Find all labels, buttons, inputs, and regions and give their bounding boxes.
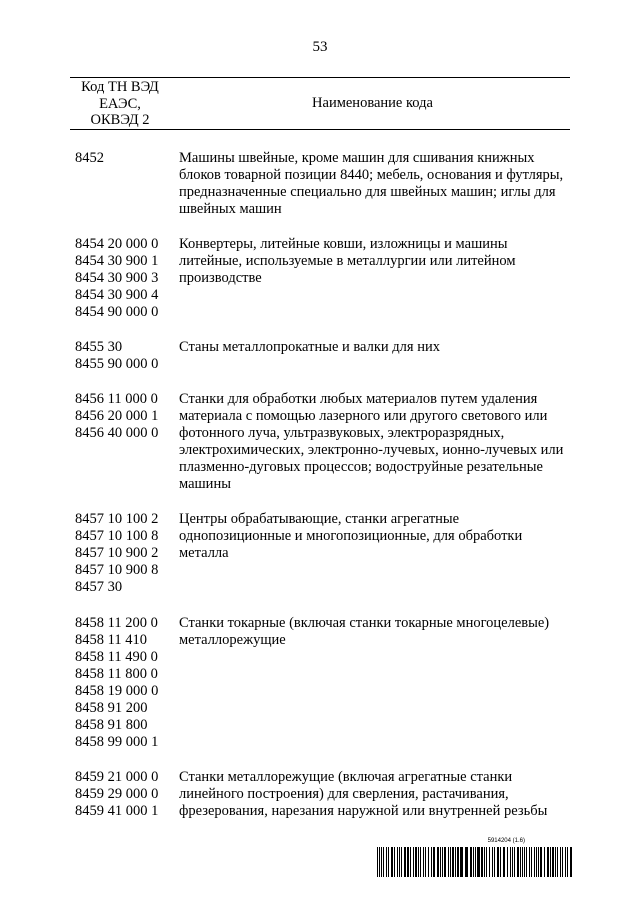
- row-description: Станки металлорежущие (включая агрегатные станки линейного построения) для сверления, растачивания, фрезерования, нарезания наружной или внутренней резьбы: [179, 769, 548, 819]
- code: 8455 30: [75, 339, 123, 355]
- row-codes: [75, 615, 180, 751]
- code: 8454 20 000 0: [75, 236, 159, 252]
- barcode-icon: [377, 847, 575, 877]
- code: 8458 19 000 0: [75, 683, 159, 699]
- code: 8457 10 900 8: [75, 562, 159, 578]
- code: 8454 30 900 1: [75, 253, 159, 269]
- code: 8457 30: [75, 579, 123, 595]
- code: 8459 41 000 1: [75, 803, 159, 819]
- row-description: Конвертеры, литейные ковши, изложницы и машины литейные, используемые в металлургии или литейном производстве: [179, 236, 516, 286]
- row-description: Центры обрабатывающие, станки агрегатные однопозиционные и многопозиционные, для обработки металла: [179, 511, 523, 561]
- row-codes: [75, 236, 180, 321]
- code: 8458 91 200: [75, 700, 148, 716]
- code: 8452: [75, 150, 104, 166]
- row-description: Станки токарные (включая станки токарные многоцелевые) металлорежущие: [179, 615, 550, 648]
- table-top-rule: [70, 77, 570, 78]
- row-codes: [75, 769, 180, 820]
- header-code-column: [70, 79, 170, 129]
- code: 8458 91 800: [75, 717, 148, 733]
- header-code-line: Код ТН ВЭД: [81, 79, 159, 95]
- code: 8458 11 410: [75, 632, 147, 648]
- row-codes: [75, 511, 180, 596]
- row-description: Станы металлопрокатные и валки для них: [179, 339, 440, 355]
- code: 8458 11 800 0: [75, 666, 158, 682]
- barcode-caption: 5914204 (1.6): [487, 838, 525, 844]
- code: 8459 29 000 0: [75, 786, 159, 802]
- barcode: [377, 838, 575, 882]
- code: 8454 30 900 4: [75, 287, 159, 303]
- header-code-line: ЕАЭС,: [99, 95, 141, 112]
- header-name-column: Наименование кода: [312, 95, 433, 111]
- code: 8458 99 000 1: [75, 734, 159, 750]
- code: 8458 11 200 0: [75, 615, 158, 631]
- table-header-rule: [70, 129, 570, 130]
- row-description: Станки для обработки любых материалов путем удаления материала с помощью лазерного или другого светового или фотонного луча, ультразвуковых, электроразрядных, электрохимических, электронно-лучевых, ионно-лучевых или плазменно-дуговых процессов; водоструйные резательные машины: [179, 391, 564, 492]
- row-description: Машины швейные, кроме машин для сшивания книжных блоков товарной позиции 8440; мебель, основания и футляры, предназначенные специально для швейных машин; иглы для швейных машин: [179, 150, 564, 217]
- code: 8455 90 000 0: [75, 356, 159, 372]
- page-number: 53: [312, 39, 328, 55]
- row-codes: [75, 339, 180, 373]
- code: 8459 21 000 0: [75, 769, 159, 785]
- code: 8456 40 000 0: [75, 425, 159, 441]
- code: 8456 11 000 0: [75, 391, 158, 407]
- code: 8457 10 100 8: [75, 528, 159, 544]
- code: 8454 90 000 0: [75, 304, 159, 320]
- code: 8458 11 490 0: [75, 649, 158, 665]
- row-codes: [75, 150, 180, 167]
- code: 8456 20 000 1: [75, 408, 159, 424]
- code: 8457 10 100 2: [75, 511, 159, 527]
- code: 8454 30 900 3: [75, 270, 159, 286]
- header-code-line: ОКВЭД 2: [90, 112, 150, 128]
- code: 8457 10 900 2: [75, 545, 159, 561]
- row-codes: [75, 391, 180, 442]
